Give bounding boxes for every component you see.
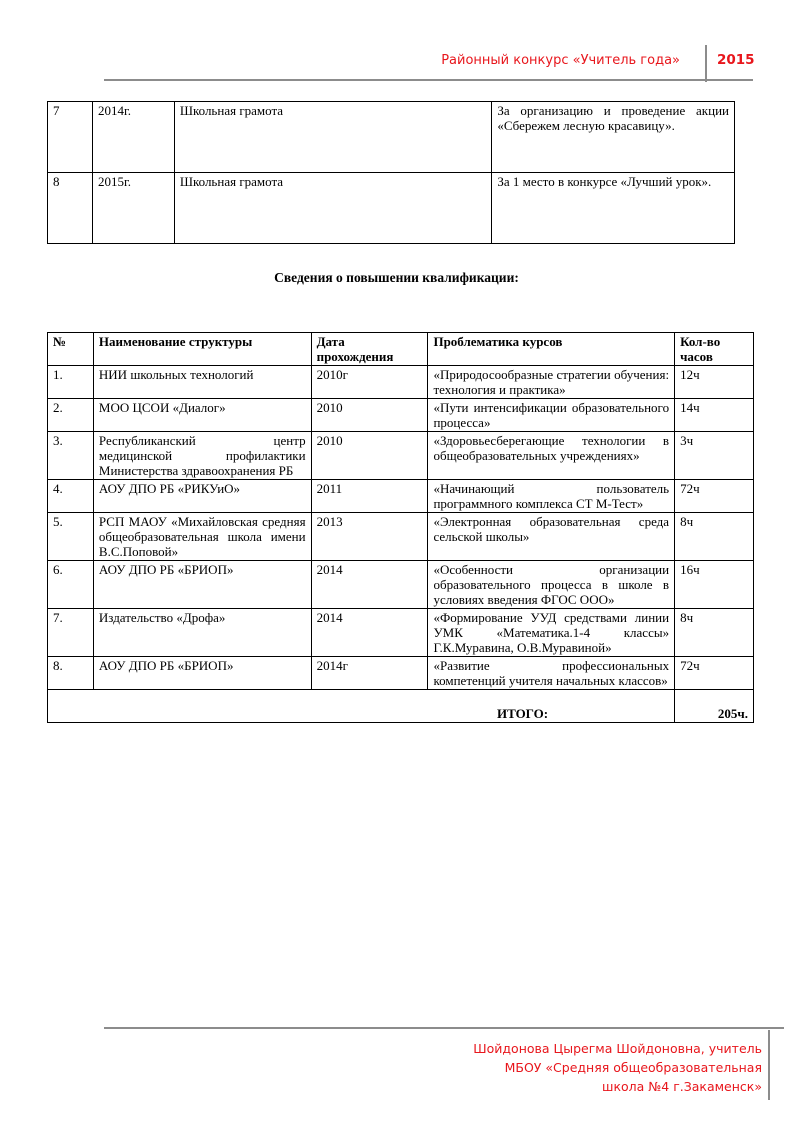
- row-hours: 14ч: [675, 399, 754, 432]
- total-value: 205ч.: [675, 690, 754, 723]
- table-row: [48, 657, 754, 690]
- row-num: 6.: [48, 561, 94, 609]
- award-num: 7: [48, 102, 93, 173]
- award-doc: Школьная грамота: [174, 102, 491, 173]
- footer-divider-vertical: [768, 1030, 770, 1100]
- row-date: 2014г: [311, 657, 428, 690]
- row-topic: «Развитие профессиональных компетенций учителя начальных классов»: [428, 657, 675, 690]
- row-num: 3.: [48, 432, 94, 480]
- total-label: ИТОГО:: [48, 690, 675, 723]
- table-header-row: [48, 333, 754, 366]
- row-num: 1.: [48, 366, 94, 399]
- col-header-name: Наименование структуры: [93, 333, 311, 366]
- row-topic: «Здоровьесберегающие технологии в общеобразовательных учреждениях»: [428, 432, 675, 480]
- table-row: [48, 480, 754, 513]
- row-date: 2014: [311, 609, 428, 657]
- awards-table: [47, 101, 735, 244]
- table-row: [48, 432, 754, 480]
- row-hours: 12ч: [675, 366, 754, 399]
- row-date: 2011: [311, 480, 428, 513]
- row-num: 2.: [48, 399, 94, 432]
- footer-divider-horizontal: [104, 1027, 784, 1029]
- table-row: [48, 102, 735, 173]
- row-name: РСП МАОУ «Михайловская средняя общеобразовательная школа имени В.С.Поповой»: [93, 513, 311, 561]
- row-topic: «Формирование УУД средствами линии УМК «Математика.1-4 классы» Г.К.Муравина, О.В.Муравиной»: [428, 609, 675, 657]
- row-hours: 72ч: [675, 480, 754, 513]
- row-date: 2013: [311, 513, 428, 561]
- col-header-num: №: [48, 333, 94, 366]
- footer-line: Шойдонова Цырегма Шойдоновна, учитель: [473, 1041, 762, 1056]
- row-num: 4.: [48, 480, 94, 513]
- row-name: АОУ ДПО РБ «БРИОП»: [93, 657, 311, 690]
- row-name: АОУ ДПО РБ «РИКУиО»: [93, 480, 311, 513]
- row-hours: 72ч: [675, 657, 754, 690]
- row-topic: «Особенности организации образовательного процесса в школе в условиях введения ФГОС ООО»: [428, 561, 675, 609]
- row-hours: 16ч: [675, 561, 754, 609]
- award-reason: За 1 место в конкурсе «Лучший урок».: [492, 173, 735, 244]
- award-reason: За организацию и проведение акции «Сбережем лесную красавицу».: [492, 102, 735, 173]
- header-contest-title: Районный конкурс «Учитель года»: [441, 53, 680, 68]
- row-num: 7.: [48, 609, 94, 657]
- row-date: 2010: [311, 432, 428, 480]
- footer-line: МБОУ «Средняя общеобразовательная: [504, 1060, 762, 1075]
- row-name: Издательство «Дрофа»: [93, 609, 311, 657]
- table-row: [48, 399, 754, 432]
- award-doc: Школьная грамота: [174, 173, 491, 244]
- row-topic: «Начинающий пользователь программного комплекса СТ М-Тест»: [428, 480, 675, 513]
- row-topic: «Пути интенсификации образовательного процесса»: [428, 399, 675, 432]
- training-table: [47, 332, 754, 723]
- row-name: Республиканский центр медицинской профилактики Министерства здравоохранения РБ: [93, 432, 311, 480]
- table-row: [48, 513, 754, 561]
- header-divider-vertical: [705, 45, 707, 82]
- row-hours: 3ч: [675, 432, 754, 480]
- row-topic: «Природосообразные стратегии обучения: технология и практика»: [428, 366, 675, 399]
- header-year: 2015: [717, 52, 755, 68]
- row-num: 5.: [48, 513, 94, 561]
- row-hours: 8ч: [675, 609, 754, 657]
- section-title: Сведения о повышении квалификации:: [274, 270, 519, 285]
- row-topic: «Электронная образовательная среда сельской школы»: [428, 513, 675, 561]
- award-num: 8: [48, 173, 93, 244]
- award-year: 2015г.: [92, 173, 174, 244]
- table-row: [48, 561, 754, 609]
- row-date: 2010: [311, 399, 428, 432]
- footer-author: [473, 1039, 762, 1096]
- row-name: НИИ школьных технологий: [93, 366, 311, 399]
- row-name: АОУ ДПО РБ «БРИОП»: [93, 561, 311, 609]
- header-divider-horizontal: [104, 79, 753, 81]
- table-row: [48, 366, 754, 399]
- row-hours: 8ч: [675, 513, 754, 561]
- row-date: 2010г: [311, 366, 428, 399]
- row-num: 8.: [48, 657, 94, 690]
- award-year: 2014г.: [92, 102, 174, 173]
- table-row: [48, 609, 754, 657]
- total-row: [48, 690, 754, 723]
- col-header-hours: Кол-во часов: [675, 333, 754, 366]
- table-row: [48, 173, 735, 244]
- row-date: 2014: [311, 561, 428, 609]
- col-header-topic: Проблематика курсов: [428, 333, 675, 366]
- col-header-date: Дата прохождения: [311, 333, 428, 366]
- footer-line: школа №4 г.Закаменск»: [602, 1079, 762, 1094]
- row-name: МОО ЦСОИ «Диалог»: [93, 399, 311, 432]
